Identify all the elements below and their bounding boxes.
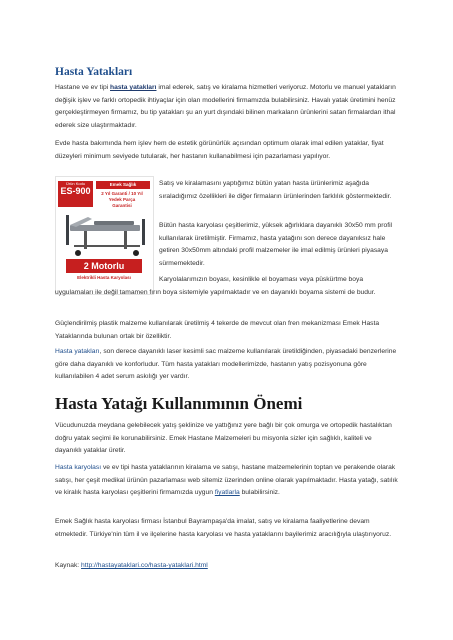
source-link[interactable]: http://hastayataklari.co/hasta-yataklari.html [81,562,208,569]
hasta-karyolasi-link[interactable]: Hasta karyolası [55,464,102,471]
paragraph-text: imal ederek, satış ve kiralama hizmetleri veriyoruz. Motorlu ve manuel yatakların değişik işlev ve farklı ortopedik ihtiyaçlar için olan modellerini firmamızda bulabilirsiniz. Havalı yatak üretimini henüz gerçekleştirmeyen firmamız, bu tip yatakları şu an yurt dışındaki bilinen markaların ürünlerini satan firmalardan ithal ederek size ulaştırmaktadır. [55,84,396,130]
paragraph-paint: Karyolalarımızın boyası, kesinlikle el boyaması veya püskürtme boya uygulamaları ile değil tamamen fırın boya sistemiyle yapılmaktadır ve en dayanıklı boyama sistemi de budur. [55,276,376,296]
paragraph-text: Hastane ve ev tipi [55,84,111,91]
product-code-label: Ürün Kodu [65,181,86,186]
paragraph-spine: Vücudunuzda meydana gelebilecek yatış şeklinize ve yattığınız yere bağlı bir çok omurga ve ortopedik hastalıktan doğru yatak seçimi ile korunabilirsiniz. Emek Hastane Malzemeleri bu misyonla sizler için sağlıklı, kaliteli ve dayanıklı yataklar üretir. [55,422,392,455]
paragraph-laser [55,346,399,384]
paragraph-text: , son derece dayanıklı laser kesimli sac malzeme kullanılarak üretildiğinden, piyasadaki benzerlerine göre daha dayanıklı ve konforludur. Tüm hasta yatakları modellerimizde, hastanın yatış pozisyonuna göre kullanılabilen 4 adet serum askılığı yer vardır. [55,348,397,381]
source-line [55,560,399,573]
hasta-yataklari-link[interactable]: hasta yatakları [110,84,157,91]
paragraph-products: Satış ve kiralamasını yaptığımız bütün yatan hasta ürünlerimiz aşağıda sıraladığımız özellikleri ile diğer firmaların ürünlerinden farklılık göstermektedir. [159,180,392,200]
section-title-hasta-yataklari: Hasta Yatakları [55,66,133,78]
brand-badge: Emek Sağlık [96,181,150,189]
fiyatlarla-link[interactable]: fiyatlarla [214,489,240,497]
two-motor-banner: 2 Motorlu [66,259,142,273]
electric-bed-caption: Elektrikli Hasta Karyolası [77,275,131,280]
warranty-text: 2 Yıl Garanti / 10 Yıl Yedek Parça Garantisi [101,191,143,208]
paragraph-text: Türkiye'nin tüm il ve ilçelerine hasta karyolası ve hasta yataklarını bayilerimiz aracılığıyla ulaştırıyoruz. [87,530,392,538]
paragraph-intro [55,82,399,133]
product-code: ES-900 [60,186,91,196]
section-title-importance: Hasta Yatağı Kullanımının Önemi [55,394,303,413]
paragraph-company [55,516,399,541]
paragraph-profile: Bütün hasta karyolası çeşitlerimiz, yüksek ağırlıklara dayanıklı 30x50 mm profil kullanılarak üretilmiştir. Firmamız, hasta yatağını son derece dayanıksız hale getiren 30x50mm altındaki profil malzemeler ile imal edilmiş ürünleri piyasaya sürmemektedir. [159,222,393,268]
paragraph-text: bulabilirsiniz. [239,489,280,497]
paragraph-text: ve ev tipi hasta yataklarının kiralama ve satışı, hastane malzemelerinin toptan ve perakende olarak satışı, her çeşit medikal ürünün pazarlaması web sitemiz üzerinden online olarak yapılmaktadır. Hasta yatağı, satılık ve kiralık hasta karyolası çeşitlerini firmamızda uygun [55,464,398,497]
source-label: Kaynak: [55,562,82,569]
hospital-bed-illustration [64,211,148,259]
paragraph-bold-text: Emek Sağlık hasta karyolası firması İstanbul Bayrampaşa'da imalat, satış ve kiralama faaliyetlerine devam etmektedir. [55,518,370,538]
paragraph-brakes: Güçlendirilmiş plastik malzeme kullanılarak üretilmiş 4 tekerde de mevcut olan fren mekanizması Emek Hasta Yataklarında bulunan ortak bir özelliktir. [55,320,380,340]
hasta-yataklari-link-2[interactable]: Hasta yatakları [55,348,100,355]
product-code-box [58,181,93,207]
paragraph-rental [55,462,399,500]
paragraph-home-care: Evde hasta bakımında hem işlev hem de estetik görünürlük açısından optimum olarak imal edilen yataklar, fiyat düzeyleri minimum seviyede tutularak, her hastanın kullanabilmesi için pazarlaması yapılıyor. [55,140,384,160]
